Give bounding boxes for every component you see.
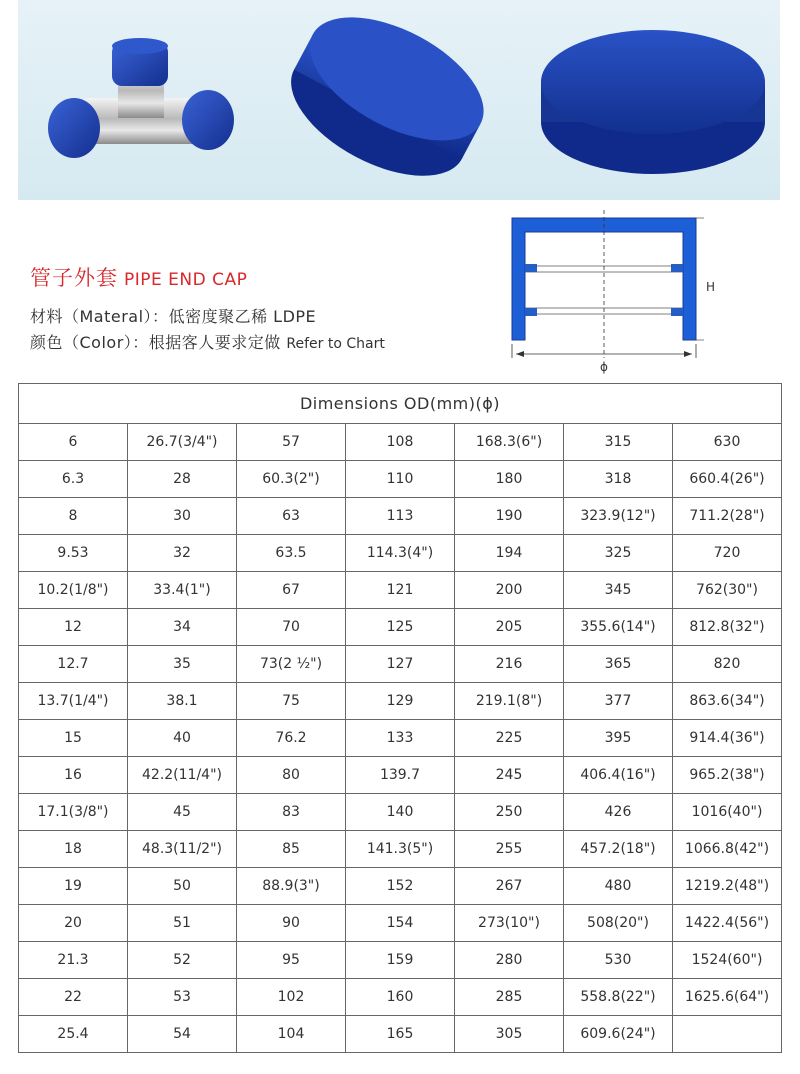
table-cell: 355.6(14") — [564, 609, 673, 646]
table-row — [19, 646, 782, 683]
table-row — [19, 979, 782, 1016]
table-cell: 40 — [128, 720, 237, 757]
table-row — [19, 609, 782, 646]
table-row — [19, 572, 782, 609]
table-cell: 154 — [346, 905, 455, 942]
table-cell: 108 — [346, 424, 455, 461]
table-cell: 45 — [128, 794, 237, 831]
table-cell: 139.7 — [346, 757, 455, 794]
table-row — [19, 461, 782, 498]
table-cell: 121 — [346, 572, 455, 609]
table-cell: 965.2(38") — [673, 757, 782, 794]
table-cell: 34 — [128, 609, 237, 646]
color-value: 根据客人要求定做 — [148, 333, 281, 352]
table-cell: 22 — [19, 979, 128, 1016]
table-cell: 50 — [128, 868, 237, 905]
table-cell: 318 — [564, 461, 673, 498]
table-cell: 35 — [128, 646, 237, 683]
table-cell: 129 — [346, 683, 455, 720]
color-note: Refer to Chart — [286, 336, 385, 352]
height-label: H — [706, 280, 716, 294]
table-cell: 28 — [128, 461, 237, 498]
table-row — [19, 1016, 782, 1053]
table-cell: 21.3 — [19, 942, 128, 979]
table-cell: 12 — [19, 609, 128, 646]
page-title — [30, 262, 247, 292]
table-cell: 1625.6(64") — [673, 979, 782, 1016]
table-cell: 323.9(12") — [564, 498, 673, 535]
table-cell: 273(10") — [455, 905, 564, 942]
table-cell: 1524(60") — [673, 942, 782, 979]
table-cell: 245 — [455, 757, 564, 794]
table-cell: 80 — [237, 757, 346, 794]
table-cell: 914.4(36") — [673, 720, 782, 757]
table-row — [19, 683, 782, 720]
table-cell: 83 — [237, 794, 346, 831]
table-cell: 609.6(24") — [564, 1016, 673, 1053]
table-header: Dimensions OD(mm)(ϕ) — [19, 384, 782, 424]
table-cell: 15 — [19, 720, 128, 757]
table-cell: 255 — [455, 831, 564, 868]
table-cell: 67 — [237, 572, 346, 609]
table-cell: 6.3 — [19, 461, 128, 498]
table-cell: 225 — [455, 720, 564, 757]
table-cell: 16 — [19, 757, 128, 794]
table-cell: 457.2(18") — [564, 831, 673, 868]
table-cell: 180 — [455, 461, 564, 498]
table-cell: 250 — [455, 794, 564, 831]
table-row — [19, 905, 782, 942]
table-cell: 30 — [128, 498, 237, 535]
table-cell: 200 — [455, 572, 564, 609]
table-cell: 76.2 — [237, 720, 346, 757]
table-cell: 85 — [237, 831, 346, 868]
table-cell: 216 — [455, 646, 564, 683]
table-cell: 812.8(32") — [673, 609, 782, 646]
cross-section-drawing — [500, 208, 720, 378]
table-cell: 141.3(5") — [346, 831, 455, 868]
table-cell: 365 — [564, 646, 673, 683]
table-cell: 480 — [564, 868, 673, 905]
table-cell: 863.6(34") — [673, 683, 782, 720]
title-chinese: 管子外套 — [30, 266, 118, 290]
cap-cross-section-diagram — [500, 208, 720, 382]
table-cell: 8 — [19, 498, 128, 535]
table-cell: 17.1(3/8") — [19, 794, 128, 831]
table-cell: 88.9(3") — [237, 868, 346, 905]
table-cell: 720 — [673, 535, 782, 572]
table-cell: 406.4(16") — [564, 757, 673, 794]
table-cell: 73(2 ½") — [237, 646, 346, 683]
table-cell: 160 — [346, 979, 455, 1016]
table-cell: 711.2(28") — [673, 498, 782, 535]
table-row — [19, 757, 782, 794]
table-cell: 140 — [346, 794, 455, 831]
table-cell: 630 — [673, 424, 782, 461]
table-cell: 53 — [128, 979, 237, 1016]
table-row — [19, 831, 782, 868]
table-cell: 48.3(11/2") — [128, 831, 237, 868]
table-row — [19, 942, 782, 979]
table-cell: 305 — [455, 1016, 564, 1053]
table-cell: 280 — [455, 942, 564, 979]
table-cell: 762(30") — [673, 572, 782, 609]
material-spec — [30, 304, 316, 327]
table-cell: 102 — [237, 979, 346, 1016]
table-cell: 168.3(6") — [455, 424, 564, 461]
table-cell: 13.7(1/4") — [19, 683, 128, 720]
title-english: PIPE END CAP — [124, 270, 248, 290]
table-cell: 1422.4(56") — [673, 905, 782, 942]
table-row — [19, 424, 782, 461]
table-row — [19, 720, 782, 757]
table-header-row — [19, 384, 782, 424]
table-cell: 70 — [237, 609, 346, 646]
table-body — [19, 424, 782, 1053]
table-cell: 110 — [346, 461, 455, 498]
dimensions-table — [18, 383, 782, 1053]
table-cell: 63.5 — [237, 535, 346, 572]
diameter-label: ϕ — [600, 360, 608, 374]
table-cell: 42.2(11/4") — [128, 757, 237, 794]
table-cell: 1066.8(42") — [673, 831, 782, 868]
table-cell: 25.4 — [19, 1016, 128, 1053]
table-cell: 63 — [237, 498, 346, 535]
tilted-cap-photo — [280, 16, 490, 186]
table-cell: 26.7(3/4") — [128, 424, 237, 461]
table-cell: 377 — [564, 683, 673, 720]
table-cell: 152 — [346, 868, 455, 905]
table-cell: 12.7 — [19, 646, 128, 683]
table-cell: 165 — [346, 1016, 455, 1053]
table-cell: 6 — [19, 424, 128, 461]
table-cell: 33.4(1") — [128, 572, 237, 609]
table-cell: 267 — [455, 868, 564, 905]
table-cell: 345 — [564, 572, 673, 609]
table-cell: 113 — [346, 498, 455, 535]
table-cell: 315 — [564, 424, 673, 461]
table-cell: 18 — [19, 831, 128, 868]
table-cell: 127 — [346, 646, 455, 683]
table-cell: 395 — [564, 720, 673, 757]
table-cell: 285 — [455, 979, 564, 1016]
table-cell: 57 — [237, 424, 346, 461]
table-cell: 52 — [128, 942, 237, 979]
table-cell: 426 — [564, 794, 673, 831]
table-cell: 194 — [455, 535, 564, 572]
table-cell: 530 — [564, 942, 673, 979]
table-row — [19, 794, 782, 831]
table-cell: 38.1 — [128, 683, 237, 720]
table-cell: 95 — [237, 942, 346, 979]
table-cell: 660.4(26") — [673, 461, 782, 498]
table-cell: 190 — [455, 498, 564, 535]
material-label: 材料（Materal）： — [30, 307, 169, 326]
table-cell: 205 — [455, 609, 564, 646]
table-cell: 19 — [19, 868, 128, 905]
color-label: 颜色（Color）： — [30, 333, 149, 352]
table-row — [19, 868, 782, 905]
table-cell: 558.8(22") — [564, 979, 673, 1016]
table-row — [19, 498, 782, 535]
table-cell — [673, 1016, 782, 1053]
table-cell: 54 — [128, 1016, 237, 1053]
table-cell: 508(20") — [564, 905, 673, 942]
flat-cap-photo — [538, 22, 768, 182]
table-cell: 1219.2(48") — [673, 868, 782, 905]
table-cell: 32 — [128, 535, 237, 572]
material-value: 低密度聚乙稀 LDPE — [168, 307, 317, 326]
table-cell: 820 — [673, 646, 782, 683]
table-cell: 9.53 — [19, 535, 128, 572]
table-cell: 60.3(2") — [237, 461, 346, 498]
table-cell: 1016(40") — [673, 794, 782, 831]
table-cell: 104 — [237, 1016, 346, 1053]
table-cell: 114.3(4") — [346, 535, 455, 572]
table-cell: 90 — [237, 905, 346, 942]
table-cell: 219.1(8") — [455, 683, 564, 720]
table-cell: 159 — [346, 942, 455, 979]
tee-fitting-photo — [40, 28, 240, 188]
product-photo-banner — [18, 0, 780, 200]
table-cell: 20 — [19, 905, 128, 942]
color-spec — [30, 330, 385, 353]
table-cell: 51 — [128, 905, 237, 942]
table-cell: 325 — [564, 535, 673, 572]
table-row — [19, 535, 782, 572]
table-cell: 10.2(1/8") — [19, 572, 128, 609]
table-cell: 75 — [237, 683, 346, 720]
table-cell: 125 — [346, 609, 455, 646]
table-cell: 133 — [346, 720, 455, 757]
